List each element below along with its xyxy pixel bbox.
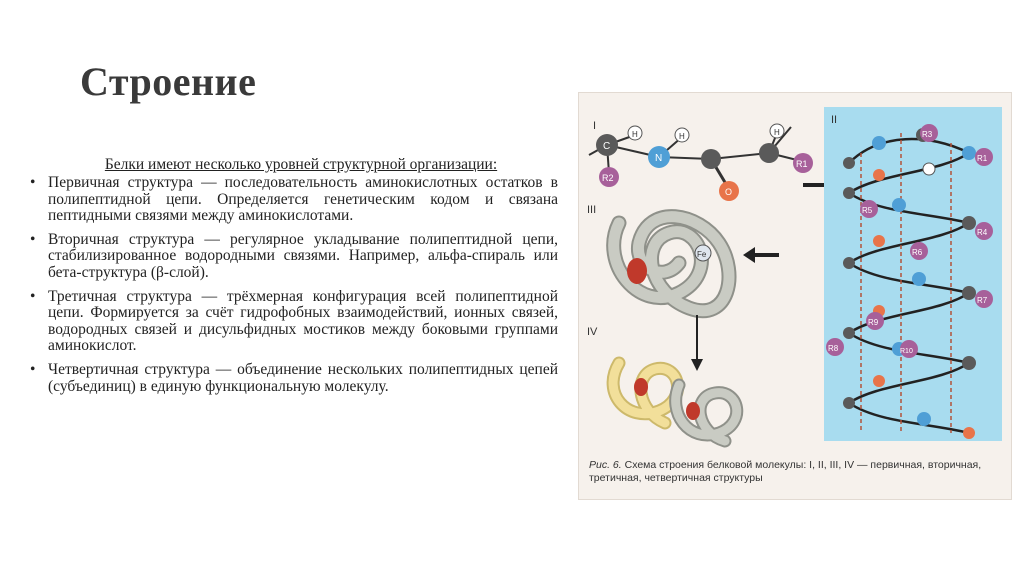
content-block	[30, 156, 558, 402]
heme-label: Fe	[697, 250, 707, 259]
caption-text: Схема строения белковой молекулы: I, II, III, IV — первичная, вторичная, третичная, четвертичная структуры	[589, 459, 982, 484]
bullet-dot: •	[30, 174, 36, 191]
atom-label: H	[774, 128, 780, 137]
bullet-text: Четвертичная структура — объединение нескольких полипептидных цепей (субъединиц) в единую функциональную молекулу.	[48, 360, 558, 395]
atom-label: C	[603, 141, 611, 152]
r-label: R9	[868, 318, 879, 327]
protein-structure-figure	[578, 92, 1012, 500]
r-label: R1	[796, 159, 808, 169]
bullet-primary-structure	[30, 175, 558, 225]
figure-caption	[589, 459, 999, 485]
r-label: R10	[900, 348, 913, 355]
level-1-label: I	[593, 120, 597, 132]
slide-title: Строение	[80, 59, 257, 104]
r-label: R4	[977, 228, 988, 237]
bullet-text: Вторичная структура — регулярное укладывание полипептидной цепи, стабилизированное водородными связями. Например, альфа-спираль или бета-структура (β-слой).	[48, 230, 558, 281]
bullet-dot: •	[30, 360, 36, 378]
r-label: R6	[912, 248, 923, 257]
level-3-label: III	[587, 204, 597, 216]
atom-label: N	[655, 153, 663, 164]
r-label: R7	[977, 296, 988, 305]
atom-label: H	[679, 132, 685, 141]
bullet-dot: •	[30, 287, 36, 305]
bullet-text: Первичная структура — последовательность аминокислотных остатков в полипептидной цепи. Определяется генетическим кодом и связана пептидными связями между аминокислотами.	[48, 174, 558, 225]
level-4-label: IV	[587, 326, 598, 338]
bullet-quaternary-structure	[30, 362, 558, 395]
bullet-dot: •	[30, 230, 36, 248]
caption-prefix: Рис. 6.	[589, 459, 622, 471]
atom-label: H	[632, 130, 638, 139]
protein-diagram	[579, 93, 1011, 499]
r-label: R2	[602, 173, 614, 183]
r-label: R5	[862, 206, 873, 215]
r-label: R3	[922, 130, 933, 139]
section-subtitle: Белки имеют несколько уровней структурной организации:	[104, 156, 498, 173]
r-label: R8	[828, 344, 839, 353]
r-label: R1	[977, 154, 988, 163]
bullet-tertiary-structure	[30, 289, 558, 355]
bullet-text: Третичная структура — трёхмерная конфигурация всей полипептидной цепи. Формируется за счёт гидрофобных взаимодействий, ионных связей, водородных связей и дисульфидных мостиков между боковыми группами аминокислот.	[48, 287, 558, 355]
level-2-label: II	[831, 114, 838, 126]
atom-label: O	[725, 187, 733, 197]
bullet-list	[30, 175, 558, 395]
bullet-secondary-structure	[30, 232, 558, 282]
